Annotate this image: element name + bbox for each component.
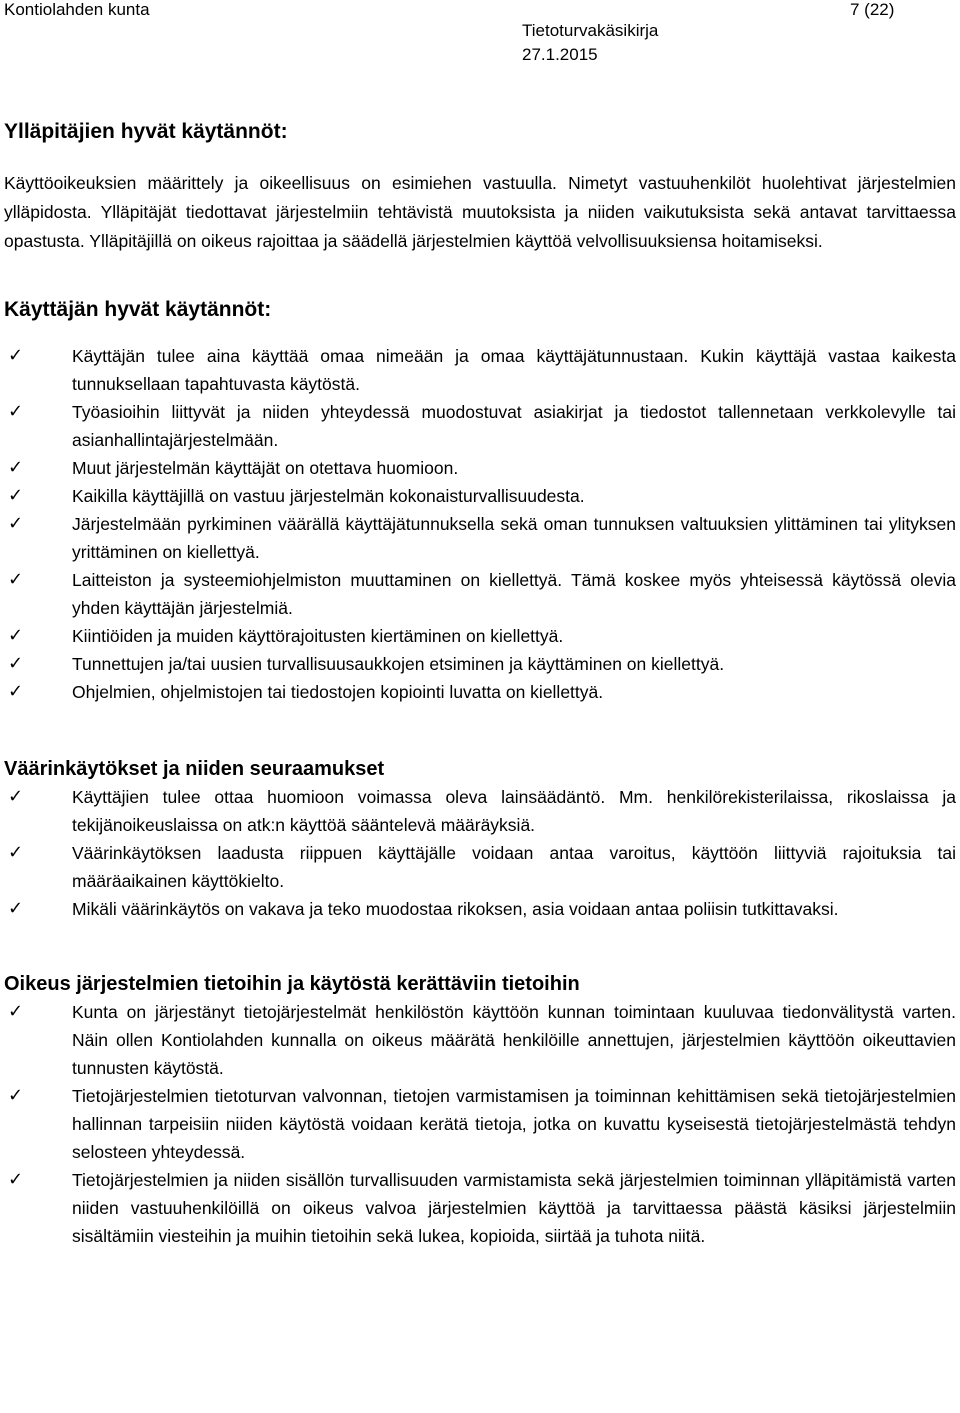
check-icon: ✓: [8, 401, 24, 422]
document-date: 27.1.2015: [522, 45, 598, 64]
check-icon: ✓: [8, 569, 24, 590]
rights-heading: Oikeus järjestelmien tietoihin ja käytöstä kerättäviin tietoihin: [4, 973, 580, 995]
check-icon: ✓: [8, 625, 24, 646]
misuse-heading: Väärinkäytökset ja niiden seuraamukset: [4, 758, 385, 780]
list-item: ✓ Laitteiston ja systeemiohjelmiston muuttaminen on kiellettyä. Tämä koskee myös yhteisessä käytössä olevia yhden käyttäjän järjestelmiä.: [4, 566, 956, 622]
list-item: ✓ Ohjelmien, ohjelmistojen tai tiedostojen kopiointi luvatta on kiellettyä.: [4, 678, 956, 706]
list-item: ✓ Väärinkäytöksen laadusta riippuen käyttäjälle voidaan antaa varoitus, käyttöön liittyviä rajoituksia tai määräaikainen käyttökielto.: [4, 839, 956, 895]
list-item: ✓ Kiintiöiden ja muiden käyttörajoitusten kiertäminen on kiellettyä.: [4, 622, 956, 650]
users-list: [4, 342, 956, 706]
check-icon: ✓: [8, 485, 24, 506]
list-item: ✓ Tietojärjestelmien tietoturvan valvonnan, tietojen varmistamisen ja toiminnan kehittämisen sekä tietojärjestelmien hallinnan tarpeisiin niiden käytöstä voidaan kerätä tietoja, jotka on kuvattu kyseisestä tietojärjestelmästä tehdyn selosteen yhteydessä.: [4, 1082, 956, 1166]
check-icon: ✓: [8, 513, 24, 534]
check-icon: ✓: [8, 898, 24, 919]
list-item: ✓ Muut järjestelmän käyttäjät on otettava huomioon.: [4, 454, 956, 482]
users-heading: Käyttäjän hyvät käytännöt:: [4, 298, 272, 321]
check-icon: ✓: [8, 1085, 24, 1106]
list-item: ✓ Käyttäjän tulee aina käyttää omaa nimeään ja omaa käyttäjätunnustaan. Kukin käyttäjä vastaa kaikesta tunnuksellaan tapahtuvasta käytöstä.: [4, 342, 956, 398]
check-icon: ✓: [8, 1001, 24, 1022]
document-body: [4, 120, 956, 1250]
misuse-list: [4, 783, 956, 923]
list-item: ✓ Käyttäjien tulee ottaa huomioon voimassa oleva lainsäädäntö. Mm. henkilörekisterilaissa, rikoslaissa ja tekijänoikeuslaissa on atk:n käyttöä sääntelevä määräyksiä.: [4, 783, 956, 839]
organization-name: Kontiolahden kunta: [4, 0, 150, 19]
list-item: ✓ Kaikilla käyttäjillä on vastuu järjestelmän kokonaisturvallisuudesta.: [4, 482, 956, 510]
list-item: ✓ Järjestelmään pyrkiminen väärällä käyttäjätunnuksella sekä oman tunnuksen valtuuksien ylittäminen tai ylityksen yrittäminen on kiellettyä.: [4, 510, 956, 566]
list-item: ✓ Tunnettujen ja/tai uusien turvallisuusaukkojen etsiminen ja käyttäminen on kiellettyä.: [4, 650, 956, 678]
list-item: ✓ Kunta on järjestänyt tietojärjestelmät henkilöstön käyttöön kunnan toimintaan kuuluvaa tiedonvälitystä varten. Näin ollen Kontiolahden kunnalla on oikeus määrätä henkilöille annettujen, järjestelmien käyttöön oikeuttavien tunnusten käytöstä.: [4, 998, 956, 1082]
page-number: 7 (22): [850, 0, 895, 19]
page-header: [0, 0, 960, 70]
check-icon: ✓: [8, 345, 24, 366]
list-item: ✓ Tietojärjestelmien ja niiden sisällön turvallisuuden varmistamista sekä järjestelmien toiminnan ylläpitämistä varten niiden vastuuhenkilöillä on oikeus valvoa järjestelmien käyttöä ja tarvittaessa päästä käsiksi järjestelmiin sisältämiin viesteihin ja muihin tietoihin sekä lukea, kopioida, siirtää ja tuhota niitä.: [4, 1166, 956, 1250]
list-item: ✓ Mikäli väärinkäytös on vakava ja teko muodostaa rikoksen, asia voidaan antaa poliisin tutkittavaksi.: [4, 895, 956, 923]
rights-list: [4, 998, 956, 1250]
admins-heading: Ylläpitäjien hyvät käytännöt:: [4, 120, 288, 143]
admins-paragraph: Käyttöoikeuksien määrittely ja oikeellisuus on esimiehen vastuulla. Nimetyt vastuuhenkilöt huolehtivat järjestelmien ylläpidosta. Ylläpitäjät tiedottavat järjestelmiin tehtävistä muutoksista ja niiden vaikutuksista sekä antavat tarvittaessa opastusta. Ylläpitäjillä on oikeus rajoittaa ja säädellä järjestelmien käyttöä velvollisuuksiensa hoitamiseksi.: [4, 173, 956, 251]
check-icon: ✓: [8, 457, 24, 478]
check-icon: ✓: [8, 842, 24, 863]
check-icon: ✓: [8, 653, 24, 674]
check-icon: ✓: [8, 1169, 24, 1190]
check-icon: ✓: [8, 786, 24, 807]
check-icon: ✓: [8, 681, 24, 702]
document-title: Tietoturvakäsikirja: [522, 21, 659, 40]
list-item: ✓ Työasioihin liittyvät ja niiden yhteydessä muodostuvat asiakirjat ja tiedostot tallennetaan verkkolevylle tai asianhallintajärjestelmään.: [4, 398, 956, 454]
